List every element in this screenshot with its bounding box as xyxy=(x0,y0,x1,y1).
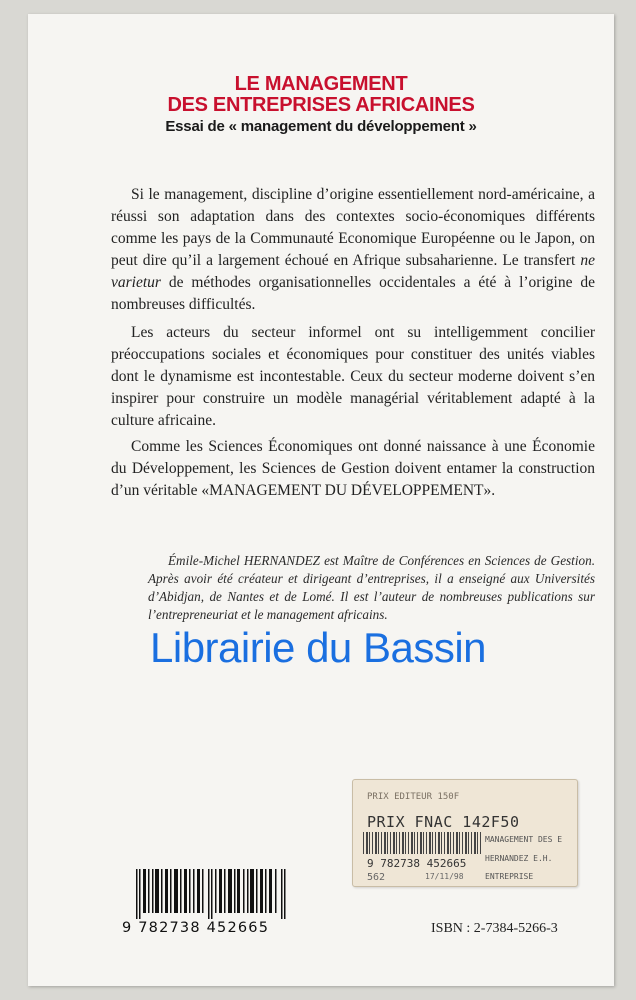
sticker-category: ENTREPRISE xyxy=(485,872,534,881)
blurb-p1-end: de méthodes organisationnelles occidentales a été à l’origine de nombreuses difficultés. xyxy=(111,274,595,313)
blurb-paragraph-3 xyxy=(111,436,595,502)
sticker-prix-fnac: PRIX FNAC 142F50 xyxy=(367,813,520,831)
blurb-p1-latin: ne varietur xyxy=(111,252,595,291)
back-cover xyxy=(28,14,614,986)
blurb-p3-text: Comme les Sciences Économiques ont donné naissance à une Économie du Développement, les Sciences de Gestion doivent entamer la construction d’un véritable «MANAGEMENT DU DÉVELOPPEMENT». xyxy=(111,438,595,499)
blurb-paragraph-1 xyxy=(111,184,595,316)
sticker-prix-editeur: PRIX EDITEUR 150F xyxy=(367,792,460,802)
author-bio: Émile-Michel HERNANDEZ est Maître de Conférences en Sciences de Gestion. Après avoir été créateur et dirigeant d’entreprises, il a enseigné aux Universités d’Abidjan, de Nantes et de Lomé. Il est l’auteur de nombreuses publications sur l’entrepreneuriat et le management africains. xyxy=(148,553,595,622)
isbn-label: ISBN : 2-7384-5266-3 xyxy=(431,921,558,936)
price-sticker xyxy=(352,779,578,887)
sticker-date: 17/11/98 xyxy=(425,872,464,881)
book-title-line2: DES ENTREPRISES AFRICAINES xyxy=(167,94,475,116)
book-subtitle: Essai de « management du développement » xyxy=(165,118,477,135)
sticker-author-abbrev: HERNANDEZ E.H. xyxy=(485,854,553,863)
sticker-barcode-number: 9 782738 452665 xyxy=(367,857,467,870)
bookseller-watermark: Librairie du Bassin xyxy=(150,624,487,671)
blurb-p1-start: Si le management, discipline d’origine essentiellement nord-américaine, a réussi son adaptation dans des contextes socio-économiques différents comme les pays de la Communauté Economique Européenne ou le Japon, on peut dire qu’il a largement échoué en Afrique subsaharienne. Le transfert xyxy=(111,186,595,269)
sticker-code: 562 xyxy=(367,872,386,883)
sticker-title-abbrev: MANAGEMENT DES E xyxy=(485,835,563,844)
ean-barcode-icon xyxy=(136,869,286,919)
blurb-p2-text: Les acteurs du secteur informel ont su intelligemment concilier préoccupations sociales et économiques pour constituer des unités viables dont le dynamisme est incontestable. Ceux du secteur moderne doivent s’en inspirer pour construire un modèle managérial véritablement adapté à la culture africaine. xyxy=(111,324,595,429)
ean-digits: 9 782738 452665 xyxy=(122,920,270,936)
blurb-paragraph-2 xyxy=(111,322,595,432)
book-title-line1: LE MANAGEMENT xyxy=(234,73,408,95)
sticker-barcode-icon xyxy=(363,832,481,854)
